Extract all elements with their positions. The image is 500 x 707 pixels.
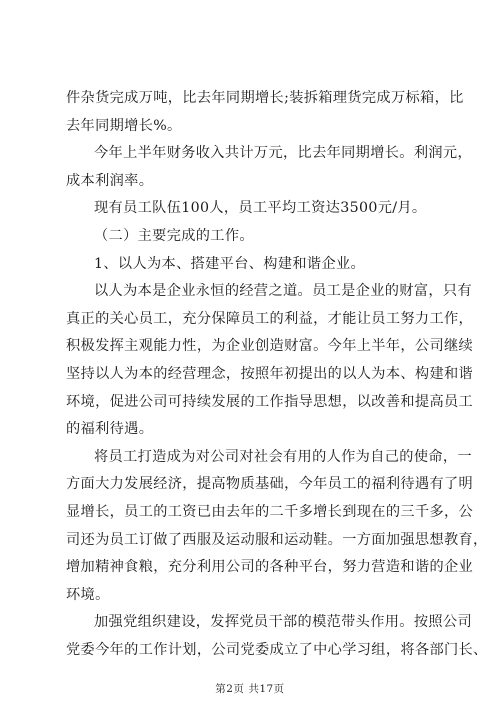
text-line: 司还为员工订做了西服及运动服和运动鞋。一方面加强思想教育，	[66, 531, 488, 548]
text-line: 的福利待遇。	[66, 421, 154, 438]
text-line: 现有员工队伍100人，员工平均工资达3500元/月。	[94, 200, 427, 217]
text-line: 环境。	[66, 586, 110, 603]
text-line: 积极发挥主观能力性，为企业创造财富。今年上半年，公司继续	[66, 338, 474, 355]
text-line: 显增长，员工的工资已由去年的二千多增长到现在的三千多，公	[66, 504, 474, 520]
text-line: 将员工打造成为对公司对社会有用的人作为自己的使命，一	[94, 448, 472, 465]
text-line: 方面大力发展经济，提高物质基础，今年员工的福利待遇有了明	[66, 476, 474, 493]
text-line: 环境，促进公司可持续发展的工作指导思想，以改善和提高员工	[66, 393, 474, 410]
text-line: 坚持以人为本的经营理念，按照年初提出的以人为本、构建和谐	[66, 366, 474, 382]
text-line: 去年同期增长%。	[66, 117, 182, 134]
text-line: 以人为本是企业永恒的经营之道。员工是企业的财富，只有	[94, 283, 472, 300]
text-line: 党委今年的工作计划，公司党委成立了中心学习组，将各部门长、	[66, 642, 488, 658]
text-line: 件杂货完成万吨，比去年同期增长;装拆箱理货完成万标箱，比	[66, 90, 464, 106]
subsection-heading: 1、以人为本、搭建平台、构建和谐企业。	[94, 255, 366, 272]
page-footer: 第2页 共17页	[215, 683, 285, 695]
text-line: 真正的关心员工，充分保障员工的利益，才能让员工努力工作，	[66, 310, 474, 327]
text-line: 加强党组织建设，发挥党员干部的模范带头作用。按照公司	[94, 614, 472, 631]
text-line: 增加精神食粮，充分利用公司的各种平台，努力营造和谐的企业	[66, 559, 474, 576]
text-line: 成本利润率。	[66, 172, 154, 189]
text-line: 今年上半年财务收入共计万元，比去年同期增长。利润元，	[94, 145, 472, 162]
section-heading: （二）主要完成的工作。	[94, 228, 254, 244]
